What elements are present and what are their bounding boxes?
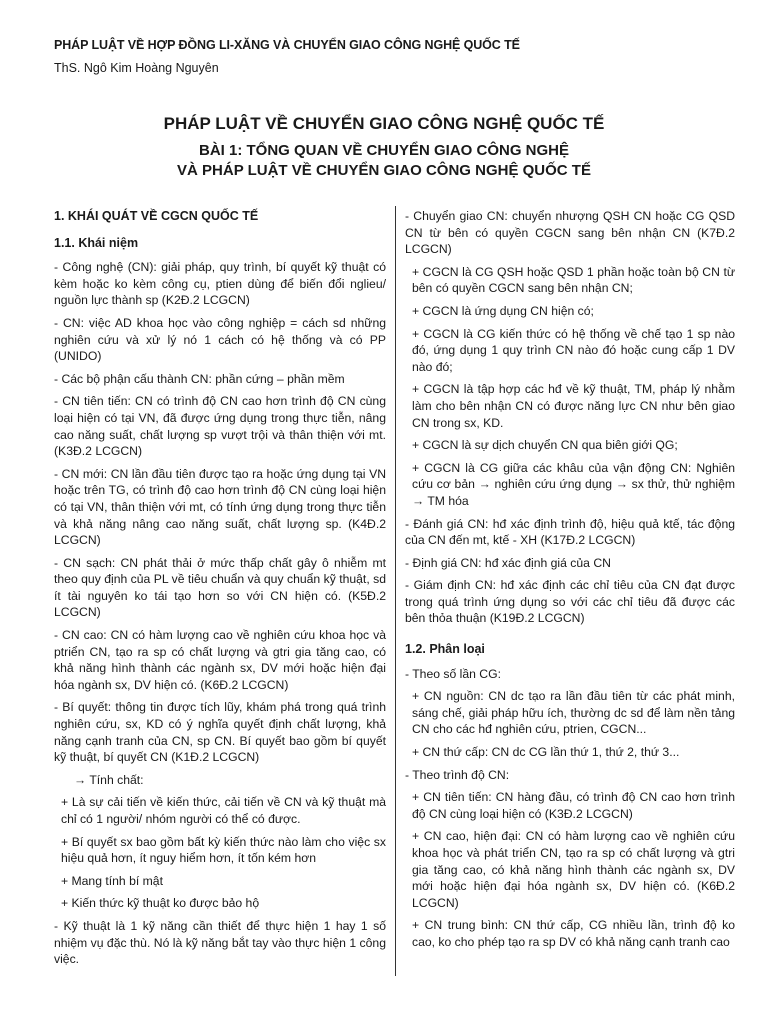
paragraph: + CN thứ cấp: CN dc CG lần thứ 1, thứ 2, thứ 3...: [412, 745, 680, 760]
paragraph: - Kỹ thuật là 1 kỹ năng cần thiết để thực hiện 1 hay 1 số nhiệm vụ đặc thù. Nó là kỹ năng bắt tay vào thực hiện 1 công việc.: [54, 918, 386, 967]
document-title: PHÁP LUẬT VỀ HỢP ĐỒNG LI-XĂNG VÀ CHUYỂN GIAO CÔNG NGHỆ QUỐC TẾ: [54, 38, 520, 52]
paragraph: - Theo trình độ CN:: [405, 767, 510, 782]
paragraph: + CGCN là sự dịch chuyển CN qua biên giới QG;: [412, 438, 678, 453]
paragraph: + Bí quyết sx bao gồm bất kỳ kiến thức nào làm cho việc sx hiệu quả hơn, ít nguy hiểm hơn, ít tốn kém hơn: [61, 834, 386, 866]
paragraph: - Giám định CN: hđ xác định các chỉ tiêu của CN đạt được trong quá trình ứng dụng so với các chỉ tiêu đã được các bên thỏa thuận (K19Đ.2 LCGCN): [405, 578, 735, 626]
title-block: [20, 114, 748, 181]
paragraph: - Bí quyết: thông tin được tích lũy, khám phá trong quá trình nghiên cứu, sx, KD có ý nghĩa quyết định chất lượng, khả năng cạnh tranh của CN, sp CN. Bí quyết bao gồm bí quyết kỹ thuật, bí quyết CN (K1Đ.2 LCGCN): [54, 700, 386, 765]
main-title: PHÁP LUẬT VỀ CHUYỂN GIAO CÔNG NGHỆ QUỐC TẾ: [163, 114, 605, 133]
paragraph: - Công nghệ (CN): giải pháp, quy trình, bí quyết kỹ thuật có kèm hoặc ko kèm công cụ, ptien dùng để biến đổi nglieu/ nguồn lực thành sp (K2Đ.2 LCGCN): [54, 260, 386, 308]
document-author: ThS. Ngô Kim Hoàng Nguyên: [54, 61, 219, 75]
paragraph: + CGCN là CG QSH hoặc QSD 1 phần hoặc toàn bộ CN từ bên có quyền CGCN sang bên nhận CN;: [412, 264, 735, 296]
subsection-heading-1-2: 1.2. Phân loại: [405, 642, 485, 657]
paragraph: - Đánh giá CN: hđ xác định trình độ, hiệu quả ktế, tác động của CN đến mt, ktế - XH (K17Đ.2 LCGCN): [405, 516, 735, 548]
paragraph: + CGCN là CG giữa các khâu của vận động CN: Nghiên cứu cơ bản → nghiên cứu ứng dụng → sx thử, thử nghiệm → TM hóa: [412, 460, 735, 508]
paragraph: → Tính chất:: [74, 772, 144, 787]
subsection-heading-1-1: 1.1. Khái niệm: [54, 235, 139, 250]
lesson-title: [20, 141, 748, 181]
paragraph: + CN tiên tiến: CN hàng đầu, có trình độ CN cao hơn trình độ CN cùng loại hiện có (K3Đ.2 LCGCN): [412, 790, 735, 821]
paragraph: + Là sự cải tiến về kiến thức, cải tiến về CN và kỹ thuật mà chỉ có 1 người/ nhóm người có thể có được.: [61, 795, 386, 826]
column-divider: [395, 206, 396, 976]
lesson-title-line-2: VÀ PHÁP LUẬT VỀ CHUYỂN GIAO CÔNG NGHỆ QUỐC TẾ: [177, 162, 591, 179]
paragraph: + Kiến thức kỹ thuật ko được bảo hộ: [61, 896, 260, 911]
paragraph: - CN tiên tiến: CN có trình độ CN cao hơn trình độ CN cùng loại hiện có tại VN, đã được ứng dụng trong thực tiễn, nâng cao năng suất, chất lượng sp vượt trội và thân thiện với mt. (K3Đ.2 LCGCN): [54, 394, 386, 459]
paragraph: - Chuyển giao CN: chuyển nhượng QSH CN hoặc CG QSD CN từ bên có quyền CGCN sang bên nhận CN (K7Đ.2 LCGCN): [405, 209, 735, 257]
paragraph: - Các bộ phận cấu thành CN: phần cứng – phần mềm: [54, 371, 345, 386]
paragraph: - Định giá CN: hđ xác định giá của CN: [405, 555, 611, 570]
paragraph: + CN nguồn: CN dc tạo ra lần đầu tiên từ các phát minh, sáng chế, giải pháp hữu ích, thường dc sd để làm nền tảng CN cho các hđ nghiên cứu, ptrien, CGCN...: [412, 689, 735, 737]
paragraph: + CN trung bình: CN thứ cấp, CG nhiều lần, trình độ ko cao, ko cho phép tạo ra sp DV có khả năng cạnh tranh cao: [412, 918, 735, 949]
left-column: [54, 208, 386, 974]
paragraph: + CN cao, hiện đại: CN có hàm lượng cao về nghiên cứu khoa học và phát triển CN, tạo ra sp có chất lượng và gtri gia tăng cao, có khả năng hình thành các ngành sx, DV mới hoặc hiện đại hóa ngành sx, DV hiện có. (K6Đ.2 LCGCN): [412, 829, 735, 910]
right-column: [405, 208, 735, 957]
paragraph: + CGCN là CG kiến thức có hệ thống về chế tạo 1 sp nào đó, ứng dụng 1 quy trình CN nào đó hoặc cung cấp 1 DV nào đó;: [412, 326, 735, 374]
lesson-title-line-1: BÀI 1: TỔNG QUAN VỀ CHUYỂN GIAO CÔNG NGHỆ: [198, 142, 570, 159]
paragraph: - CN mới: CN lần đầu tiên được tạo ra hoặc ứng dụng tại VN hoặc trên TG, có trình độ cao hơn trình độ CN cùng loại hiện có tại VN, thân thiện với mt, có tính ứng dụng trong thực tiễn và khả năng nâng cao năng suất, chất lượng sp. (K4Đ.2 LCGCN): [54, 466, 386, 548]
paragraph: - CN: việc AD khoa học vào công nghiệp = cách sd những nghiên cứu và xử lý nó 1 cách có hệ thống và có PP (UNIDO): [54, 315, 386, 364]
paragraph: - CN cao: CN có hàm lượng cao về nghiên cứu khoa học và ptriển CN, tạo ra sp có chất lượng và gtri gia tăng cao, có khả năng hình thành các ngành sx, DV mới hoặc hiện đại hóa ngành sx, DV hiện có. (K6Đ.2 LCGCN): [54, 628, 386, 692]
paragraph: + CGCN là ứng dụng CN hiện có;: [412, 303, 594, 318]
paragraph: - CN sạch: CN phát thải ở mức thấp chất gây ô nhiễm mt theo quy định của PL về tiêu chuẩn và quy chuẩn kỹ thuật, sd ít tài nguyên ko tái tạo hơn so với CN hiện có. (K5Đ.2 LCGCN): [54, 555, 386, 620]
paragraph: + Mang tính bí mật: [61, 873, 163, 888]
paragraph: + CGCN là tập hợp các hđ về kỹ thuật, TM, pháp lý nhằm làm cho bên nhận CN có được năng lực CN như bên giao CN trong sx, KD.: [412, 382, 735, 430]
page-header: [54, 38, 734, 75]
paragraph: - Theo số lần CG:: [405, 666, 501, 681]
section-heading-1: 1. KHÁI QUÁT VỀ CGCN QUỐC TẾ: [54, 209, 259, 223]
